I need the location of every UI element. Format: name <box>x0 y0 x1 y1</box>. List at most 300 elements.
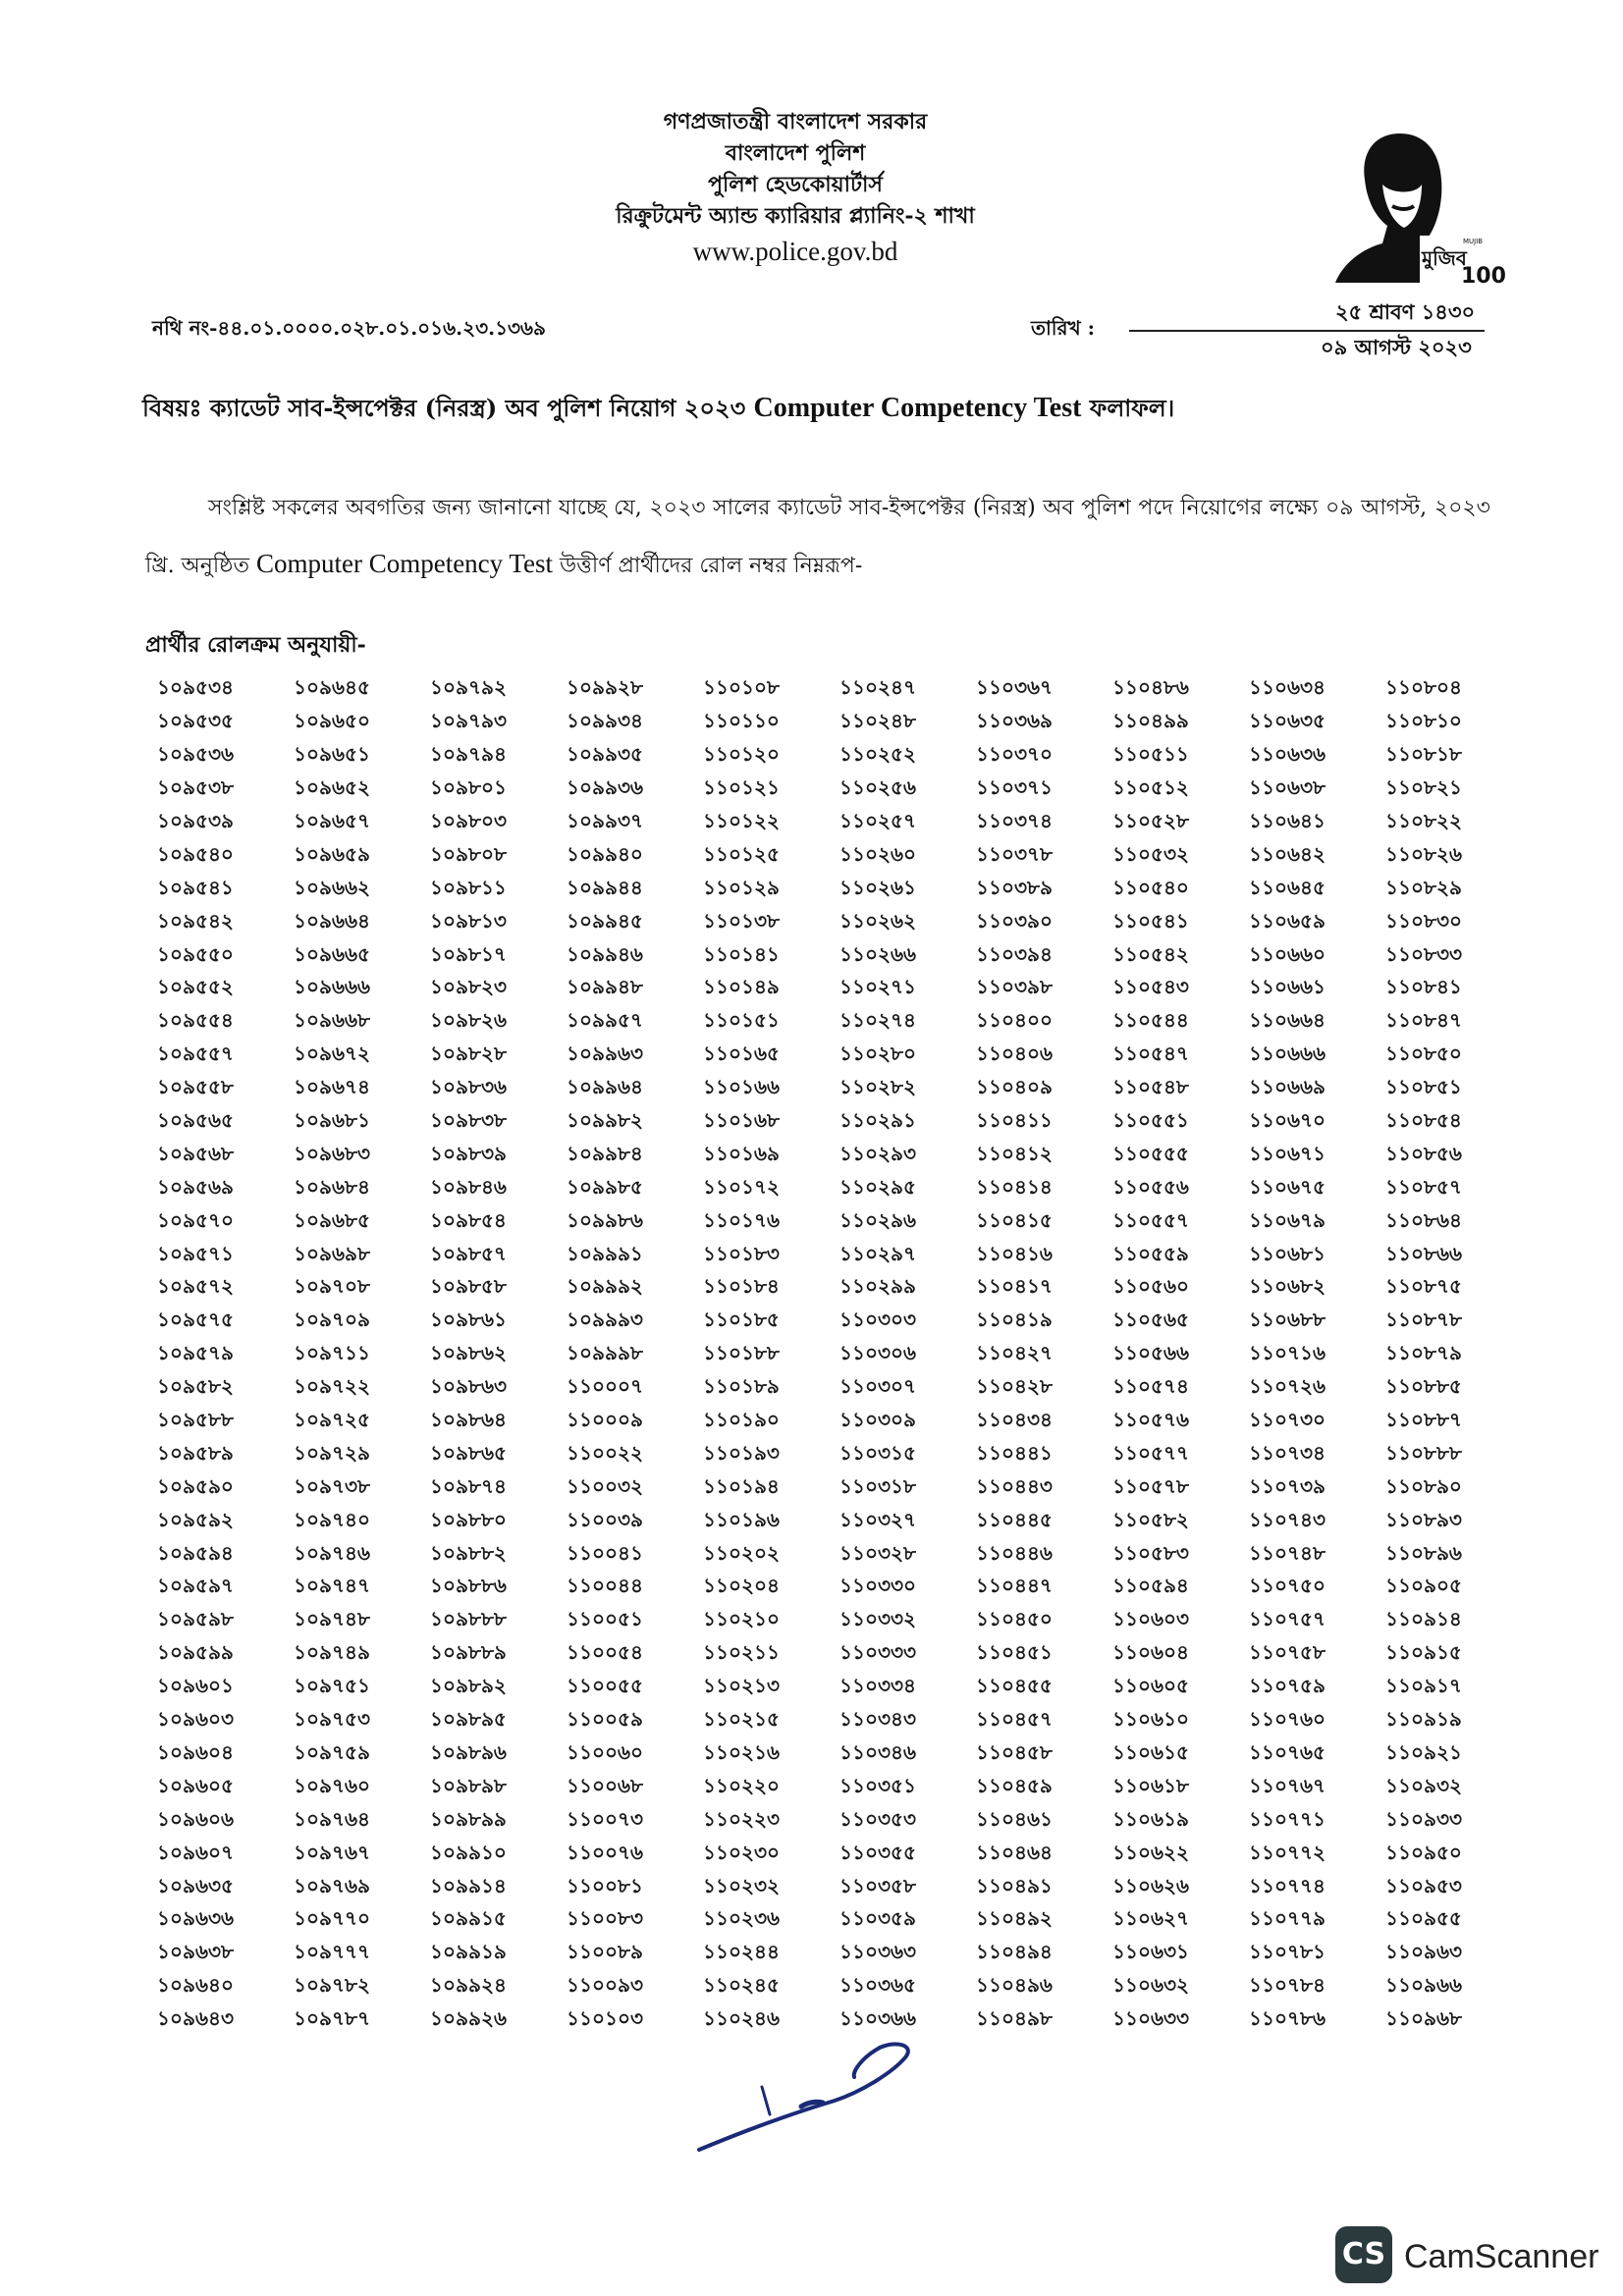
roll-number: ১১০৬৩৩ <box>1112 2006 1189 2031</box>
roll-row <box>157 839 1522 873</box>
roll-number: ১১০৩৪৩ <box>839 1707 916 1732</box>
roll-number: ১০৯৫৯০ <box>157 1473 234 1498</box>
roll-number: ১০৯৫৮২ <box>157 1374 234 1399</box>
roll-number: ১০৯৫৯২ <box>157 1507 234 1531</box>
roll-row <box>157 1705 1522 1738</box>
roll-number: ১১০৬৩৫ <box>1249 709 1325 733</box>
roll-number: ১১০৭৪৮ <box>1249 1540 1325 1565</box>
roll-number: ১১০৮২৯ <box>1385 875 1462 899</box>
roll-number: ১১০২৬৬ <box>839 941 916 966</box>
roll-number: ১১০২৯৯ <box>839 1274 916 1299</box>
roll-number: ১০৯৬৮৩ <box>294 1141 370 1165</box>
roll-number: ১০৯৬৩৬ <box>157 1906 234 1931</box>
roll-number: ১১০৬৩২ <box>1112 1973 1189 1998</box>
roll-number: ১১০২৫৬ <box>839 775 916 800</box>
roll-number: ১০৯৫৫৪ <box>157 1008 234 1033</box>
roll-number: ১০৯৮৬৪ <box>430 1408 507 1432</box>
roll-number: ১০৯৭৭৭ <box>294 1940 370 1964</box>
roll-row <box>157 939 1522 973</box>
roll-number: ১১০১৮৫ <box>703 1308 780 1332</box>
roll-number: ১০৯৫৭৫ <box>157 1308 234 1332</box>
roll-row <box>157 1006 1522 1040</box>
roll-number: ১১০৯৬৩ <box>1385 1940 1462 1964</box>
roll-number: ১১০২৩২ <box>703 1873 780 1897</box>
roll-number: ১০৯৭৭০ <box>294 1906 370 1931</box>
roll-number: ১১০৩৫১ <box>839 1773 916 1797</box>
roll-number: ১১০২১৫ <box>703 1707 780 1732</box>
paragraph-english: Computer Competency Test <box>255 549 554 578</box>
roll-number: ১১০৭৭৪ <box>1249 1873 1325 1897</box>
roll-row <box>157 1239 1522 1272</box>
roll-number: ১১০৪৫১ <box>976 1640 1053 1665</box>
roll-number: ১১০৩২৭ <box>839 1507 916 1531</box>
roll-number: ১০৯৮৮৮ <box>430 1607 507 1631</box>
roll-number: ১১০৮৫৭ <box>1385 1174 1462 1199</box>
roll-row <box>157 1272 1522 1306</box>
roll-number: ১০৯৭৩৮ <box>294 1473 370 1498</box>
roll-number: ১১০৭৭৯ <box>1249 1906 1325 1931</box>
roll-number: ১১০৬০৪ <box>1112 1640 1189 1665</box>
roll-number: ১০৯৮৫৪ <box>430 1207 507 1232</box>
roll-row <box>157 1505 1522 1538</box>
roll-number: ১০৯৯৮২ <box>567 1108 643 1133</box>
roll-number: ১০৯৯৪৪ <box>567 875 643 899</box>
roll-number: ১১০২৯৭ <box>839 1241 916 1265</box>
roll-number: ১০৯৭২২ <box>294 1374 370 1399</box>
roll-number: ১১০৩৬৯ <box>976 709 1053 733</box>
roll-number: ১১০৮৯৩ <box>1385 1507 1462 1531</box>
roll-number: ১১০৬০৫ <box>1112 1674 1189 1698</box>
roll-number: ১০৯৬০৫ <box>157 1773 234 1797</box>
roll-row <box>157 1672 1522 1705</box>
roll-row <box>157 1471 1522 1505</box>
roll-number: ১০৯৬৩৫ <box>157 1873 234 1897</box>
roll-number: ১১০২১৬ <box>703 1739 780 1764</box>
roll-row <box>157 1804 1522 1838</box>
roll-number: ১১০৪৫৭ <box>976 1707 1053 1732</box>
roll-number: ১০৯৯৮৪ <box>567 1141 643 1165</box>
roll-number: ১০৯৬৫০ <box>294 709 370 733</box>
memo-number: নথি নং-৪৪.০১.০০০০.০২৮.০১.০১৬.২৩.১৩৬৯ <box>152 316 547 340</box>
roll-number: ১০৯৫৪১ <box>157 875 234 899</box>
roll-number: ১১০৪৯৮ <box>976 2006 1053 2031</box>
roll-number: ১১০৪৮৬ <box>1112 675 1189 700</box>
roll-number: ১০৯৬৪০ <box>157 1973 234 1998</box>
roll-number: ১১০৪৯১ <box>976 1873 1053 1897</box>
roll-number: ১১০২১০ <box>703 1607 780 1631</box>
roll-number: ১১০০৫৫ <box>567 1674 643 1698</box>
roll-number: ১১০৮৯০ <box>1385 1473 1462 1498</box>
roll-number: ১০৯৬৮১ <box>294 1108 370 1133</box>
roll-number: ১১০৭৭২ <box>1249 1840 1325 1864</box>
roll-number: ১০৯৮৮৬ <box>430 1574 507 1598</box>
roll-number: ১০৯৯২৬ <box>430 2006 507 2031</box>
roll-number: ১১০১৬৫ <box>703 1041 780 1066</box>
roll-number: ১১০৩৮৯ <box>976 875 1053 899</box>
roll-number: ১১০১২৫ <box>703 841 780 866</box>
roll-number: ১১০৬৪২ <box>1249 841 1325 866</box>
roll-number: ১১০৩৩২ <box>839 1607 916 1631</box>
roll-number: ১০৯৮৯৮ <box>430 1773 507 1797</box>
roll-number: ১১০৪২৮ <box>976 1374 1053 1399</box>
roll-number: ১০৯৬৫১ <box>294 742 370 767</box>
roll-number: ১০৯৭৮৭ <box>294 2006 370 2031</box>
roll-number: ১০৯৮৮২ <box>430 1540 507 1565</box>
roll-number: ১০৯৬০৬ <box>157 1806 234 1831</box>
roll-number: ১১০৬৮৮ <box>1249 1308 1325 1332</box>
roll-number: ১১০৩৬৭ <box>976 675 1053 700</box>
roll-number: ১০৯৫৭১ <box>157 1241 234 1265</box>
roll-number: ১১০৫৭৮ <box>1112 1473 1189 1498</box>
roll-number: ১১০০৭৩ <box>567 1806 643 1831</box>
roll-number: ১১০৭৩০ <box>1249 1408 1325 1432</box>
roll-number: ১১০৬৬৪ <box>1249 1008 1325 1033</box>
roll-number: ১১০৩০৯ <box>839 1408 916 1432</box>
roll-number: ১০৯৯১৫ <box>430 1906 507 1931</box>
roll-row <box>157 1572 1522 1605</box>
roll-number: ১১০৮৪১ <box>1385 975 1462 999</box>
header-line-branch: রিক্রুটমেন্ট অ্যান্ড ক্যারিয়ার প্ল্যানিং-২ শাখা <box>616 203 975 229</box>
roll-number: ১০৯৬৫৭ <box>294 809 370 832</box>
roll-row <box>157 1738 1522 1772</box>
roll-number: ১০৯৬৫৯ <box>294 841 370 866</box>
roll-number: ১১০৩১৮ <box>839 1473 916 1498</box>
roll-number: ১১০৫৪০ <box>1112 875 1189 899</box>
date-bangla: ২৫ শ্রাবণ ১৪৩০ <box>1335 299 1476 324</box>
roll-number: ১০৯৮৯৬ <box>430 1739 507 1764</box>
roll-number: ১১০৫৫৬ <box>1112 1174 1189 1199</box>
roll-number: ১১০৫৩২ <box>1112 841 1189 866</box>
roll-number: ১০৯৬৬৫ <box>294 941 370 966</box>
roll-number: ১১০১৬৬ <box>703 1075 780 1099</box>
roll-number: ১১০৪৪৩ <box>976 1473 1053 1498</box>
paragraph-part-2: উত্তীর্ণ প্রার্থীদের রোল নম্বর নিম্নরূপ- <box>560 554 863 578</box>
roll-number: ১১০৮৮৭ <box>1385 1408 1462 1432</box>
roll-row <box>157 1073 1522 1106</box>
roll-number: ১১০৪৯৯ <box>1112 709 1189 733</box>
roll-number: ১০৯৮৯৯ <box>430 1806 507 1831</box>
roll-number: ১১০৮২২ <box>1385 809 1462 832</box>
roll-number: ১০৯৮২৩ <box>430 975 507 999</box>
roll-number: ১১০১৪৯ <box>703 975 780 999</box>
roll-number: ১০৯৭৬৪ <box>294 1806 370 1831</box>
roll-number: ১১০৫৪৮ <box>1112 1075 1189 1099</box>
roll-number: ১১০৬৭৫ <box>1249 1174 1325 1199</box>
roll-number: ১০৯৫৭২ <box>157 1274 234 1299</box>
roll-number: ১১০৬৮১ <box>1249 1241 1325 1265</box>
roll-number: ১০৯৮৭৪ <box>430 1473 507 1498</box>
roll-row <box>157 1306 1522 1339</box>
notice-paragraph <box>145 481 1490 594</box>
roll-number: ১১০৭১৬ <box>1249 1341 1325 1365</box>
roll-number: ১১০৭৮৪ <box>1249 1973 1325 1998</box>
roll-number: ১১০৪৪৫ <box>976 1507 1053 1531</box>
roll-number: ১১০৪১৫ <box>976 1207 1053 1232</box>
roll-row <box>157 1904 1522 1938</box>
roll-number: ১০৯৫৬৯ <box>157 1174 234 1199</box>
roll-number: ১০৯৬০৭ <box>157 1840 234 1864</box>
roll-number: ১১০৩৬৫ <box>839 1973 916 1998</box>
roll-number: ১০৯৮৯৫ <box>430 1707 507 1732</box>
roll-number: ১০৯৯৩৪ <box>567 709 643 733</box>
roll-number: ১১০১২৯ <box>703 875 780 899</box>
roll-number: ১১০০০৯ <box>567 1408 643 1432</box>
roll-number: ১১০৪৫০ <box>976 1607 1053 1631</box>
roll-number: ১১০১৩৮ <box>703 908 780 933</box>
roll-number: ১১০৮২৬ <box>1385 841 1462 866</box>
mujib-100-logo <box>1314 126 1506 289</box>
roll-number: ১০৯৮৩৯ <box>430 1141 507 1165</box>
roll-number: ১০৯৮০৮ <box>430 841 507 866</box>
roll-number: ১০৯৮০৩ <box>430 809 507 832</box>
roll-number: ১১০৩৩০ <box>839 1574 916 1598</box>
roll-number: ১১০৭৬০ <box>1249 1707 1325 1732</box>
roll-number: ১১০৪০৯ <box>976 1075 1053 1099</box>
roll-number: ১০৯৮২৬ <box>430 1008 507 1033</box>
roll-number: ১১০৫৫৫ <box>1112 1141 1189 1165</box>
roll-number: ১০৯৭০৮ <box>294 1274 370 1299</box>
roll-number: ১০৯৯৯২ <box>567 1274 643 1299</box>
roll-number: ১১০৫৪৪ <box>1112 1008 1189 1033</box>
roll-number: ১১০৪১৪ <box>976 1174 1053 1199</box>
roll-number: ১১০২৯৫ <box>839 1174 916 1199</box>
roll-number: ১০৯৯১৪ <box>430 1873 507 1897</box>
roll-number: ১০৯৮১৩ <box>430 908 507 933</box>
roll-number: ১১০৩৫৮ <box>839 1873 916 1897</box>
roll-number: ১০৯৫৫৭ <box>157 1041 234 1066</box>
roll-number: ১১০২৩০ <box>703 1840 780 1864</box>
roll-number: ১০৯৮১৭ <box>430 941 507 966</box>
roll-number: ১১০৩৩৩ <box>839 1640 916 1665</box>
roll-number: ১১০১৭৬ <box>703 1207 780 1232</box>
roll-number: ১০৯৭২৯ <box>294 1440 370 1465</box>
roll-number: ১১০৬৩১ <box>1112 1940 1189 1964</box>
roll-number: ১১০৬৭০ <box>1249 1108 1325 1133</box>
roll-number: ১০৯৭২৫ <box>294 1408 370 1432</box>
roll-number: ১০৯৫৬৮ <box>157 1141 234 1165</box>
roll-number: ১১০০৬৮ <box>567 1773 643 1797</box>
roll-number: ১০৯৮১১ <box>430 875 507 899</box>
svg-text:মুজিব: মুজিব <box>1422 246 1467 270</box>
roll-number: ১১০৬১৫ <box>1112 1739 1189 1764</box>
roll-number: ১০৯৮৮০ <box>430 1507 507 1531</box>
roll-number: ১০৯৭৫৩ <box>294 1707 370 1732</box>
roll-number: ১১০৮৫১ <box>1385 1075 1462 1099</box>
roll-number: ১১০৬১৮ <box>1112 1773 1189 1797</box>
roll-number: ১১০৯৫০ <box>1385 1840 1462 1864</box>
roll-number: ১১০০৪১ <box>567 1540 643 1565</box>
roll-number: ১১০৫৪১ <box>1112 908 1189 933</box>
roll-number: ১১০৬২৭ <box>1112 1906 1189 1931</box>
roll-number: ১১০৬৩৪ <box>1249 675 1325 700</box>
roll-row <box>157 1605 1522 1638</box>
roll-number: ১১০৫৫৯ <box>1112 1241 1189 1265</box>
roll-number: ১১০৩৪৬ <box>839 1739 916 1764</box>
roll-number: ১১০৩৬৬ <box>839 2006 916 2031</box>
roll-number: ১১০১২০ <box>703 742 780 767</box>
roll-number: ১১০১৬৯ <box>703 1141 780 1165</box>
roll-number: ১০৯৯২৮ <box>567 675 643 700</box>
roll-number: ১১০০৪৪ <box>567 1574 643 1598</box>
header-line-police: বাংলাদেশ পুলিশ <box>725 140 866 166</box>
roll-number: ১১০৩২৮ <box>839 1540 916 1565</box>
roll-number: ১১০১৯৩ <box>703 1440 780 1465</box>
roll-number: ১১০৩৫৫ <box>839 1840 916 1864</box>
roll-number: ১০৯৮৪৬ <box>430 1174 507 1199</box>
roll-number: ১০৯৯১৯ <box>430 1940 507 1964</box>
roll-number: ১১০৮৪৭ <box>1385 1008 1462 1033</box>
roll-number: ১১০১৪১ <box>703 941 780 966</box>
roll-number: ১০৯৫৫০ <box>157 941 234 966</box>
roll-number: ১০৯৫৯৪ <box>157 1540 234 1565</box>
roll-row <box>157 906 1522 939</box>
roll-number: ১১০৬৬১ <box>1249 975 1325 999</box>
roll-row <box>157 873 1522 906</box>
roll-number: ১০৯৫৮৯ <box>157 1440 234 1465</box>
roll-row <box>157 1339 1522 1372</box>
roll-number: ১১০৪১৭ <box>976 1274 1053 1299</box>
roll-number: ১১০৫৮৩ <box>1112 1540 1189 1565</box>
roll-number: ১০৯৫৭৯ <box>157 1341 234 1365</box>
roll-row <box>157 1938 1522 1971</box>
roll-number: ১০৯৯৩৬ <box>567 775 643 800</box>
roll-number: ১১০৩০৬ <box>839 1341 916 1365</box>
roll-row <box>157 1871 1522 1904</box>
roll-number: ১১০৪০০ <box>976 1008 1053 1033</box>
roll-number: ১১০৫৬৬ <box>1112 1341 1189 1365</box>
roll-row <box>157 1372 1522 1406</box>
svg-text:100: 100 <box>1461 264 1506 289</box>
roll-number: ১১০৬৪৫ <box>1249 875 1325 899</box>
roll-number: ১১০৮৮৮ <box>1385 1440 1462 1465</box>
roll-number: ১০৯৭৪০ <box>294 1507 370 1531</box>
roll-number: ১০৯৫৩৯ <box>157 809 234 832</box>
roll-number: ১১০৩৭০ <box>976 742 1053 767</box>
roll-number: ১১০৭৮১ <box>1249 1940 1325 1964</box>
roll-number: ১১০১২১ <box>703 775 780 800</box>
camscanner-label: CamScanner <box>1404 2238 1599 2275</box>
roll-number: ১০৯৬৬৬ <box>294 975 370 999</box>
roll-number: ১০৯৫৮৮ <box>157 1408 234 1432</box>
roll-number: ১১০২৪৭ <box>839 675 916 700</box>
roll-number: ১১০৫৫১ <box>1112 1108 1189 1133</box>
svg-text:MUJIB: MUJIB <box>1463 238 1484 245</box>
roll-number: ১১০১০৮ <box>703 675 780 700</box>
roll-number: ১০৯৯৬৪ <box>567 1075 643 1099</box>
roll-number: ১১০২৩৬ <box>703 1906 780 1931</box>
roll-number: ১০৯৫৩৫ <box>157 709 234 733</box>
roll-number: ১০৯৬৯৮ <box>294 1241 370 1265</box>
roll-number: ১০৯৮০১ <box>430 775 507 800</box>
roll-number: ১১০৫৪২ <box>1112 941 1189 966</box>
roll-number: ১০৯৯৮৫ <box>567 1174 643 1199</box>
roll-number: ১১০২৪৮ <box>839 709 916 733</box>
roll-number: ১১০৮২১ <box>1385 775 1462 800</box>
subject-prefix: বিষয়ঃ ক্যাডেট সাব-ইন্সপেক্টর (নিরস্ত্র) অব পুলিশ নিয়োগ ২০২৩ <box>142 394 746 422</box>
roll-number: ১১০২২০ <box>703 1773 780 1797</box>
roll-row <box>157 1838 1522 1871</box>
roll-list-heading: প্রার্থীর রোলক্রম অনুযায়ী- <box>145 632 366 658</box>
roll-number: ১১০৪৪৬ <box>976 1540 1053 1565</box>
roll-number: ১০৯৬৭৪ <box>294 1075 370 1099</box>
roll-number: ১১০৪৪১ <box>976 1440 1053 1465</box>
roll-number: ১০৯৯৫৭ <box>567 1008 643 1033</box>
roll-number: ১১০৯২১ <box>1385 1739 1462 1764</box>
roll-number: ১১০৬৩৮ <box>1249 775 1325 800</box>
roll-number: ১০৯৭৪৬ <box>294 1540 370 1565</box>
roll-number: ১১০২৫৭ <box>839 809 916 832</box>
roll-number: ১১০৪৯৪ <box>976 1940 1053 1964</box>
letterhead <box>442 106 1149 269</box>
roll-number: ১১০১৯৬ <box>703 1507 780 1531</box>
roll-number: ১১০১১০ <box>703 709 780 733</box>
roll-number: ১১০২৮২ <box>839 1075 916 1099</box>
roll-number: ১১০০২২ <box>567 1440 643 1465</box>
roll-number: ১১০৬৩৬ <box>1249 742 1325 767</box>
roll-number: ১০৯৫৯৯ <box>157 1640 234 1665</box>
roll-number: ১১০৩৫৯ <box>839 1906 916 1931</box>
roll-number: ১১০৫৪৩ <box>1112 975 1189 999</box>
roll-number: ১০৯৭৬০ <box>294 1773 370 1797</box>
roll-number: ১০৯৯৩৫ <box>567 742 643 767</box>
roll-number: ১১০০৭৬ <box>567 1840 643 1864</box>
roll-number: ১০৯৭৬৯ <box>294 1873 370 1897</box>
roll-number: ১০৯৯১০ <box>430 1840 507 1864</box>
roll-number: ১১০১৮৮ <box>703 1341 780 1365</box>
roll-number: ১১০৪৪৭ <box>976 1574 1053 1598</box>
roll-number: ১০৯৯৯৩ <box>567 1308 643 1332</box>
roll-number: ১০৯৫৫২ <box>157 975 234 999</box>
roll-number: ১১০৩৯৪ <box>976 941 1053 966</box>
roll-number: ১১০৭৩৪ <box>1249 1440 1325 1465</box>
roll-number: ১০৯৯২৪ <box>430 1973 507 1998</box>
roll-number: ১১০৭৫০ <box>1249 1574 1325 1598</box>
roll-number: ১১০২০৪ <box>703 1574 780 1598</box>
roll-number: ১০৯৮৬১ <box>430 1308 507 1332</box>
roll-number: ১০৯৬৪৫ <box>294 675 370 700</box>
roll-number: ১১০৪২৭ <box>976 1341 1053 1365</box>
roll-number: ১১০১৯৪ <box>703 1473 780 1498</box>
roll-number: ১১০৩৭৮ <box>976 841 1053 866</box>
roll-number: ১১০৮১৮ <box>1385 742 1462 767</box>
roll-row <box>157 1172 1522 1205</box>
roll-number: ১১০৪৫৫ <box>976 1674 1053 1698</box>
roll-number: ১১০১২২ <box>703 809 780 832</box>
roll-number: ১০৯৬০৪ <box>157 1739 234 1764</box>
roll-number: ১১০৭৮৬ <box>1249 2006 1325 2031</box>
roll-number: ১১০০৮৯ <box>567 1940 643 1964</box>
roll-number: ১০৯৫৫৮ <box>157 1075 234 1099</box>
roll-number: ১০৯৫৬৫ <box>157 1108 234 1133</box>
roll-number: ১১০৮৩৩ <box>1385 941 1462 966</box>
roll-number: ১১০৩০৩ <box>839 1308 916 1332</box>
roll-number: ১০৯৫৩৬ <box>157 742 234 767</box>
roll-number: ১১০০৩২ <box>567 1473 643 1498</box>
roll-number: ১১০৭৭১ <box>1249 1806 1325 1831</box>
roll-number: ১০৯৭৯৪ <box>430 742 507 767</box>
roll-row <box>157 1205 1522 1239</box>
roll-number: ১০৯৫৩৮ <box>157 775 234 800</box>
roll-table-body <box>157 673 1522 2038</box>
roll-number: ১১০১৬৮ <box>703 1108 780 1133</box>
roll-number: ১১০২৪৪ <box>703 1940 780 1964</box>
roll-number: ১১০৮০৪ <box>1385 675 1462 700</box>
roll-number: ১১০৬৭৯ <box>1249 1207 1325 1232</box>
roll-number: ১১০২২৩ <box>703 1806 780 1831</box>
roll-number: ১০৯৬৬৮ <box>294 1008 370 1033</box>
roll-number: ১১০২৪৫ <box>703 1973 780 1998</box>
roll-number: ১০৯৯৮৬ <box>567 1207 643 1232</box>
